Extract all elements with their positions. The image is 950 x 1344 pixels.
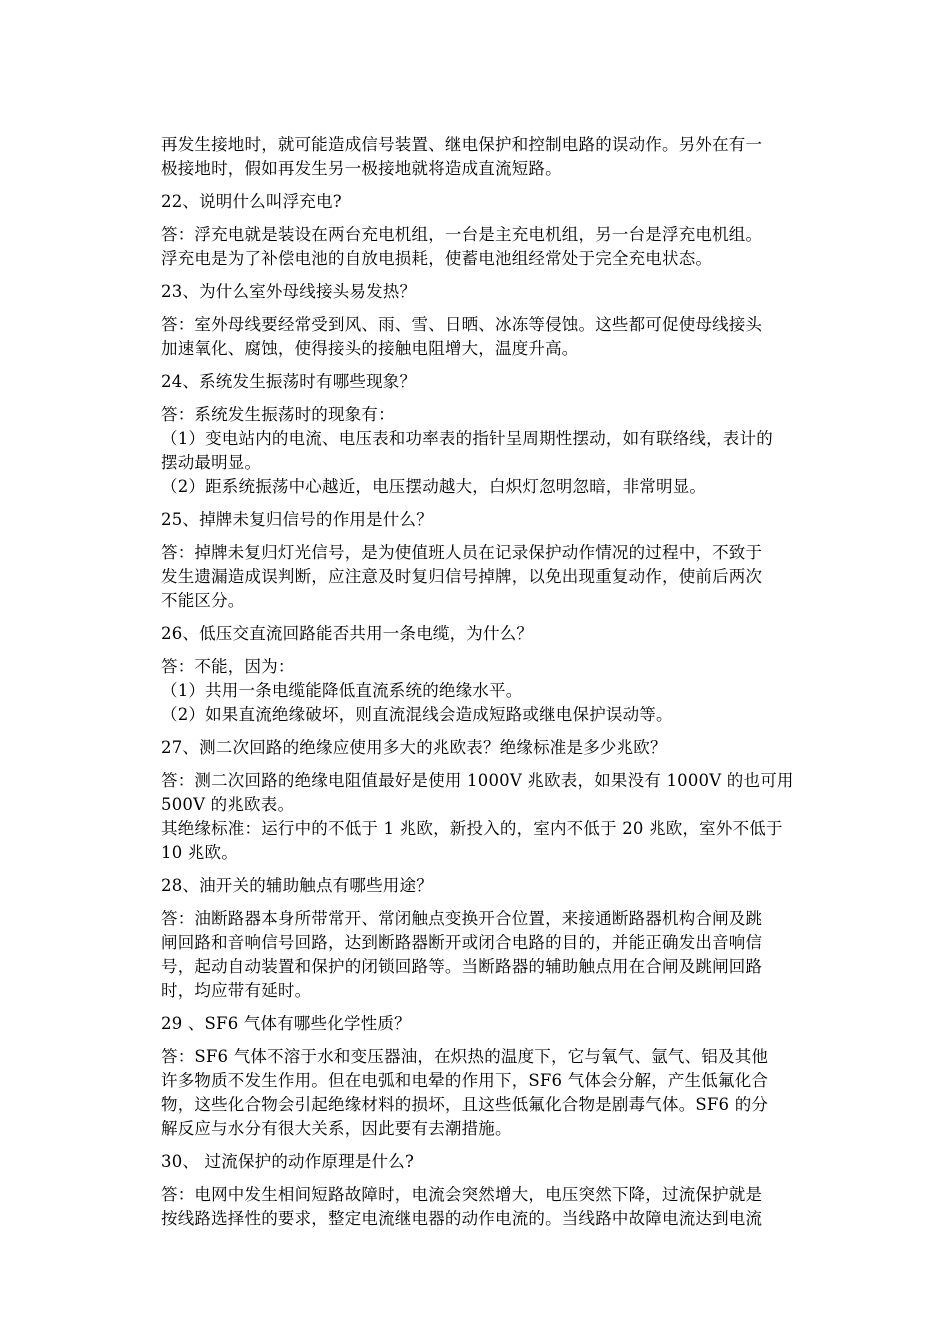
answer-paragraph [161, 907, 860, 1003]
text-line: 答：SF6 气体不溶于水和变压器油，在炽热的温度下，它与氧气、氩气、铝及其他 [161, 1047, 769, 1066]
text-line: （2）如果直流绝缘破坏，则直流混线会造成短路或继电保护误动等。 [161, 705, 673, 724]
text-line: 摆动最明显。 [161, 453, 262, 472]
text-line: 许多物质不发生作用。但在电弧和电晕的作用下，SF6 气体会分解，产生低氟化合 [161, 1071, 769, 1090]
text-line: 30、 过流保护的动作原理是什么? [161, 1152, 414, 1171]
text-line: 号，起动自动装置和保护的闭锁回路等。当断路器的辅助触点用在合闸及跳闸回路 [161, 957, 763, 976]
text-line: 解反应与水分有很大关系，因此要有去潮措施。 [161, 1119, 512, 1138]
text-line: 22、说明什么叫浮充电? [161, 192, 342, 211]
text-line: 物，这些化合物会引起绝缘材料的损坏，且这些低氟化合物是剧毒气体。SF6 的分 [161, 1095, 769, 1114]
text-line: 时，均应带有延时。 [161, 981, 312, 1000]
text-line: 500V 的兆欧表。 [161, 795, 295, 814]
text-line: 26、低压交直流回路能否共用一条电缆，为什么？ [161, 624, 534, 643]
answer-subparagraph [161, 427, 860, 475]
question-heading [161, 508, 860, 532]
text-line: 答：掉牌未复归灯光信号，是为使值班人员在记录保护动作情况的过程中，不致于 [161, 543, 763, 562]
text-line: 再发生接地时，就可能造成信号装置、继电保护和控制电路的误动作。另外在有一 [161, 135, 763, 154]
text-line: 答：电网中发生相间短路故障时，电流会突然增大，电压突然下降，过流保护就是 [161, 1185, 763, 1204]
text-line: （1）变电站内的电流、电压表和功率表的指针呈周期性摆动，如有联络线，表计的 [161, 429, 773, 448]
text-line: 25、掉牌未复归信号的作用是什么？ [161, 510, 433, 529]
text-line: 答：不能，因为： [161, 657, 295, 676]
question-heading [161, 370, 860, 394]
answer-paragraph [161, 1183, 860, 1231]
answer-paragraph [161, 133, 860, 181]
text-line: 答：油断路器本身所带常开、常闭触点变换开合位置，来接通断路器机构合闸及跳 [161, 909, 763, 928]
question-heading [161, 874, 860, 898]
question-heading [161, 736, 860, 760]
answer-paragraph [161, 223, 860, 271]
answer-subparagraph [161, 679, 860, 703]
answer-subparagraph [161, 817, 860, 865]
text-line: 闸回路和音响信号回路，达到断路器断开或闭合电路的目的，并能正确发出音响信 [161, 933, 763, 952]
text-line: 23、为什么室外母线接头易发热？ [161, 282, 417, 301]
text-line: 答：浮充电就是装设在两台充电机组，一台是主充电机组，另一台是浮充电机组。 [161, 225, 763, 244]
answer-subparagraph [161, 703, 860, 727]
text-line: 其绝缘标准：运行中的不低于 1 兆欧，新投入的，室内不低于 20 兆欧，室外不低于 [161, 819, 783, 838]
answer-paragraph [161, 403, 860, 427]
answer-paragraph [161, 313, 860, 361]
text-line: 29 、SF6 气体有哪些化学性质？ [161, 1014, 411, 1033]
text-line: 发生遗漏造成误判断，应注意及时复归信号掉牌，以免出现重复动作，使前后两次 [161, 567, 763, 586]
text-line: 浮充电是为了补偿电池的自放电损耗，使蓄电池组经常处于完全充电状态。 [161, 249, 713, 268]
question-heading [161, 190, 860, 214]
text-line: 按线路选择性的要求，整定电流继电器的动作电流的。当线路中故障电流达到电流 [161, 1209, 763, 1228]
text-line: 极接地时，假如再发生另一极接地就将造成直流短路。 [161, 159, 562, 178]
text-line: 答：系统发生振荡时的现象有： [161, 405, 395, 424]
answer-subparagraph [161, 475, 860, 499]
text-line: 不能区分。 [161, 591, 245, 610]
answer-paragraph [161, 1045, 860, 1141]
text-line: 加速氧化、腐蚀，使得接头的接触电阻增大，温度升高。 [161, 339, 579, 358]
text-line: 28、油开关的辅助触点有哪些用途？ [161, 876, 433, 895]
text-line: 27、测二次回路的绝缘应使用多大的兆欧表？绝缘标准是多少兆欧？ [161, 738, 667, 757]
answer-paragraph [161, 655, 860, 679]
text-line: （1）共用一条电缆能降低直流系统的绝缘水平。 [161, 681, 523, 700]
text-line: （2）距系统振荡中心越近，电压摆动越大，白炽灯忽明忽暗，非常明显。 [161, 477, 707, 496]
question-heading [161, 1150, 860, 1174]
document-body [161, 133, 860, 1231]
text-line: 答：测二次回路的绝缘电阻值最好是使用 1000V 兆欧表，如果没有 1000V 的也可用 [161, 771, 794, 790]
answer-paragraph [161, 541, 860, 613]
question-heading [161, 622, 860, 646]
question-heading [161, 280, 860, 304]
question-heading [161, 1012, 860, 1036]
text-line: 24、系统发生振荡时有哪些现象？ [161, 372, 417, 391]
text-line: 10 兆欧。 [161, 843, 238, 862]
text-line: 答：室外母线要经常受到风、雨、雪、日晒、冰冻等侵蚀。这些都可促使母线接头 [161, 315, 763, 334]
answer-paragraph [161, 769, 860, 817]
